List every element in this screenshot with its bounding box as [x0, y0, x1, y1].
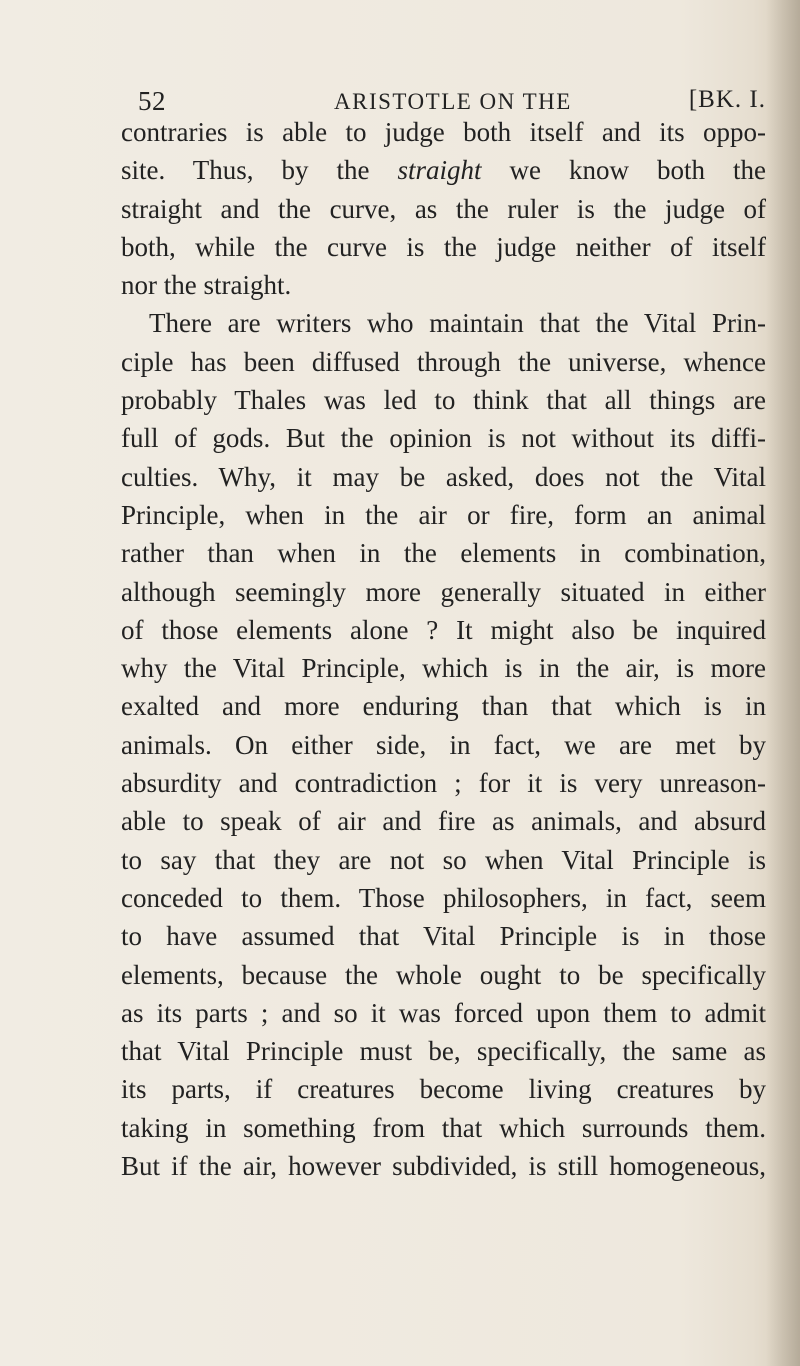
text-line: probably Thales was led to think that all things are	[121, 385, 766, 416]
text-line: nor the straight.	[121, 270, 292, 301]
text-segment: site. Thus, by the	[121, 155, 398, 186]
text-line: Principle, when in the air or fire, form an animal	[121, 499, 766, 530]
paragraph-start-line: There are writers who maintain that the Vital Prin-	[149, 308, 766, 339]
text-line: why the Vital Principle, which is in the air, is more	[121, 653, 766, 684]
body-text	[121, 113, 766, 1185]
text-line: full of gods. But the opinion is not without its diffi-	[121, 423, 766, 454]
text-line: straight and the curve, as the ruler is the judge of	[121, 193, 766, 224]
text-line: of those elements alone ? It might also be inquired	[121, 614, 766, 645]
running-title: ARISTOTLE ON THE	[334, 89, 572, 114]
text-line: elements, because the whole ought to be specifically	[121, 959, 766, 990]
text-line: absurdity and contradiction ; for it is very unreason-	[121, 768, 766, 799]
italic-word: straight	[397, 155, 482, 186]
page-number: 52	[138, 86, 166, 116]
text-line: ciple has been diffused through the universe, whence	[121, 346, 766, 377]
text-segment: we know both the	[481, 155, 766, 186]
text-line: rather than when in the elements in combination,	[121, 538, 766, 569]
text-line: taking in something from that which surrounds them.	[121, 1112, 766, 1143]
text-line: its parts, if creatures become living creatures by	[121, 1074, 766, 1105]
text-line: exalted and more enduring than that which is in	[121, 691, 766, 722]
text-line: conceded to them. Those philosophers, in fact, seem	[121, 882, 766, 913]
text-line: to have assumed that Vital Principle is in those	[121, 921, 766, 952]
text-line: as its parts ; and so it was forced upon them to admit	[121, 997, 766, 1028]
book-section-mark: [BK. I.	[688, 86, 766, 113]
page-edge-shadow	[766, 0, 800, 1366]
text-line: to say that they are not so when Vital Principle is	[121, 844, 766, 875]
text-line: But if the air, however subdivided, is still homogeneous,	[121, 1151, 766, 1182]
text-line: animals. On either side, in fact, we are met by	[121, 729, 766, 760]
text-line: able to speak of air and fire as animals, and absurd	[121, 806, 766, 837]
text-line: that Vital Principle must be, specifically, the same as	[121, 1036, 766, 1067]
text-line: both, while the curve is the judge neither of itself	[121, 231, 766, 262]
text-line: contraries is able to judge both itself and its oppo-	[121, 117, 766, 147]
text-line	[121, 151, 766, 189]
text-line: although seemingly more generally situated in either	[121, 576, 766, 607]
text-line: culties. Why, it may be asked, does not the Vital	[121, 461, 766, 492]
